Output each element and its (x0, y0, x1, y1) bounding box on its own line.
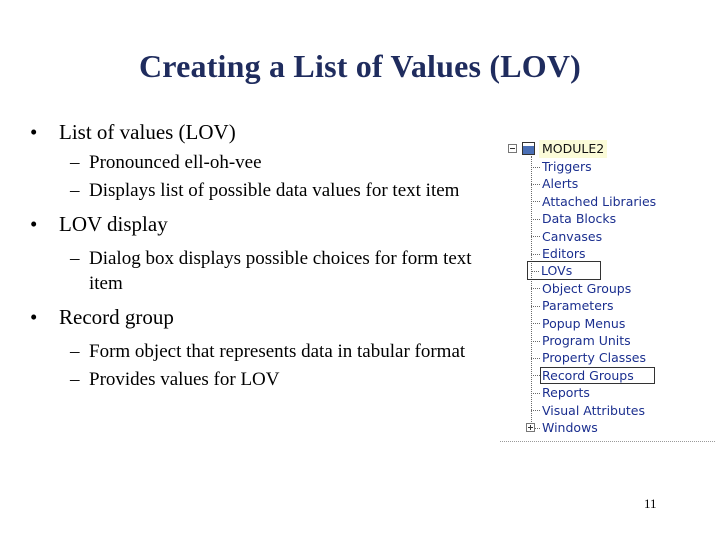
dash-marker: – (70, 180, 80, 201)
tree-node-program-units[interactable] (531, 332, 632, 349)
tree-node-label[interactable]: LOVs (541, 263, 573, 279)
dash-marker: – (70, 341, 80, 362)
sub-bullet-text: Displays list of possible data values for text item (89, 180, 460, 201)
collapse-icon[interactable] (508, 144, 517, 153)
tree-node-label[interactable]: Alerts (542, 176, 579, 192)
tree-node-reports[interactable] (531, 384, 591, 401)
sub-bullet-text: Pronounced ell-oh-vee (89, 152, 262, 173)
tree-node-label[interactable]: Reports (542, 385, 590, 401)
sub-bullet (30, 150, 500, 175)
dash-marker: – (70, 152, 80, 173)
expand-icon[interactable] (526, 423, 535, 432)
object-navigator-tree (500, 136, 715, 446)
tree-node-popup-menus[interactable] (531, 315, 626, 332)
tree-node-parameters[interactable] (531, 297, 615, 314)
tree-node-attached-libraries[interactable] (531, 193, 657, 210)
tree-node-label[interactable]: Data Blocks (542, 211, 617, 227)
tree-node-label[interactable]: Editors (542, 246, 586, 261)
tree-node-record-groups[interactable] (531, 367, 654, 384)
slide-title: Creating a List of Values (LOV) (138, 48, 582, 84)
dash-marker: – (70, 248, 80, 269)
sub-bullet-text: Form object that represents data in tabular format (89, 341, 466, 362)
tree-node-label[interactable]: Popup Menus (542, 315, 626, 331)
tree-node-canvases[interactable] (531, 228, 603, 245)
dash-marker: – (70, 369, 80, 390)
tree-node-triggers[interactable] (531, 158, 593, 175)
sub-bullet (30, 339, 500, 364)
tree-node-label[interactable]: Windows (542, 420, 598, 435)
tree-node-label[interactable]: Attached Libraries (542, 193, 657, 209)
bullet-list (30, 118, 500, 395)
bullet-marker: • (30, 305, 38, 329)
page-number: 11 (644, 496, 657, 511)
sub-bullet-text: Dialog box displays possible choices for form text item (89, 248, 472, 294)
tree-node-lovs[interactable] (528, 262, 600, 279)
tree-panel-border (500, 441, 715, 442)
tree-node-editors[interactable] (531, 245, 587, 262)
sub-bullet (30, 246, 500, 296)
tree-node-visual-attributes[interactable] (531, 402, 646, 419)
bullet-marker: • (30, 212, 38, 236)
tree-node-label[interactable]: Program Units (542, 333, 631, 348)
bullet-text: List of values (LOV) (59, 120, 236, 144)
tree-root-label[interactable]: MODULE2 (539, 140, 607, 158)
sub-bullet (30, 178, 500, 203)
tree-node-label[interactable]: Property Classes (542, 350, 646, 366)
bullet-text: LOV display (59, 212, 168, 236)
tree-node-object-groups[interactable] (531, 280, 632, 297)
tree-node-windows[interactable] (531, 419, 599, 436)
bullet-text: Record group (59, 305, 174, 329)
module-icon (522, 142, 535, 155)
tree-node-label[interactable]: Object Groups (542, 280, 632, 296)
tree-node-property-classes[interactable] (531, 349, 647, 366)
sub-bullet (30, 367, 500, 392)
bullet-lov-display (30, 210, 500, 238)
bullet-marker: • (30, 120, 38, 144)
bullet-lov (30, 118, 500, 146)
bullet-record-group (30, 303, 500, 331)
tree-node-label[interactable]: Visual Attributes (542, 402, 645, 418)
tree-node-data-blocks[interactable] (531, 210, 617, 227)
tree-node-label[interactable]: Canvases (542, 228, 603, 244)
tree-node-label[interactable]: Parameters (542, 298, 614, 314)
sub-bullet-text: Provides values for LOV (89, 369, 280, 390)
tree-node-alerts[interactable] (531, 175, 579, 192)
tree-node-label[interactable]: Record Groups (541, 368, 654, 383)
tree-node-label[interactable]: Triggers (542, 159, 592, 174)
